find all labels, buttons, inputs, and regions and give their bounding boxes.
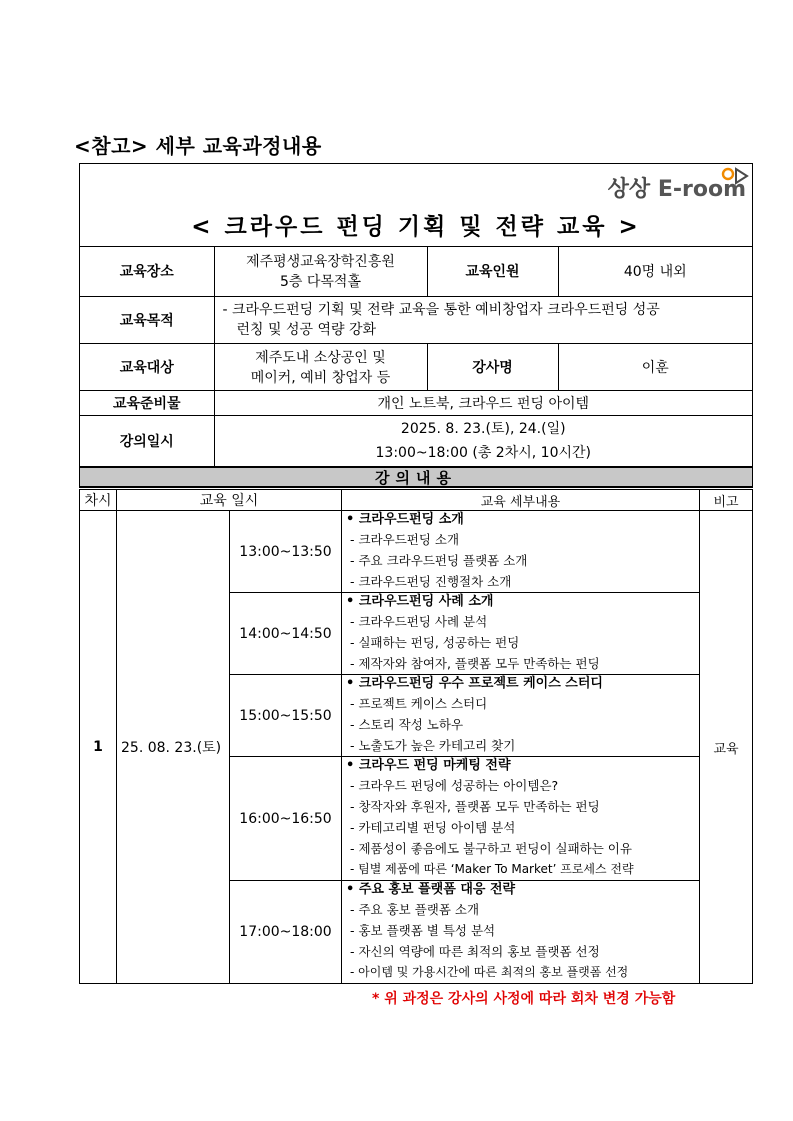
time-slot-3: 15:00~15:50 xyxy=(230,675,342,757)
schedule-change-footnote: * 위 과정은 강사의 사정에 따라 회차 변경 가능함 xyxy=(372,991,676,1007)
item-4-4: - 제품성이 좋음에도 불구하고 펀딩이 실패하는 이유 xyxy=(350,841,632,856)
topic-4: • 크라우드 펀딩 마케팅 전략 xyxy=(346,758,511,773)
headcount-value: 40명 내외 xyxy=(558,247,752,296)
lecture-content-banner: 강의내용 xyxy=(80,467,752,487)
item-1-2: - 주요 크라우드펀딩 플랫폼 소개 xyxy=(350,553,528,568)
title-area xyxy=(80,164,752,247)
headcount-label: 교육인원 xyxy=(427,247,558,296)
instructor-value: 이훈 xyxy=(558,343,752,390)
target-line1: 제주도내 소상공인 및 xyxy=(255,349,386,366)
prep-value: 개인 노트북, 크라우드 펀딩 아이템 xyxy=(214,390,752,415)
date-line2: 13:00~18:00 (총 2차시, 10시간) xyxy=(375,444,591,461)
schedule-table xyxy=(79,489,753,984)
item-3-2: - 스토리 작성 노하우 xyxy=(350,717,464,732)
target-value xyxy=(214,343,427,390)
date-line1: 2025. 8. 23.(토), 24.(일) xyxy=(400,420,566,437)
col-datetime-header: 교육 일시 xyxy=(117,490,342,511)
item-2-2: - 실패하는 펀딩, 성공하는 펀딩 xyxy=(350,635,520,650)
col-note-header: 비고 xyxy=(700,490,753,511)
item-1-1: - 크라우드펀딩 소개 xyxy=(350,532,460,547)
place-line2: 5층 다목적홀 xyxy=(280,274,361,291)
detail-block-4 xyxy=(342,757,700,881)
section-heading: <참고> 세부 교육과정내용 xyxy=(74,134,322,158)
note-cell: 교육 xyxy=(700,511,753,984)
item-1-3: - 크라우드펀딩 진행절차 소개 xyxy=(350,574,512,589)
col-detail-header: 교육 세부내용 xyxy=(342,490,700,511)
time-slot-4: 16:00~16:50 xyxy=(230,757,342,881)
detail-block-2 xyxy=(342,593,700,675)
session-number: 1 xyxy=(80,511,117,984)
purpose-value xyxy=(214,296,752,343)
item-5-4: - 아이템 및 가용시간에 따른 최적의 홍보 플랫폼 선정 xyxy=(350,965,629,979)
logo-text-sangsang: 상상 xyxy=(607,177,651,202)
item-5-2: - 홍보 플랫폼 별 특성 분석 xyxy=(350,923,496,938)
item-3-1: - 프로젝트 케이스 스터디 xyxy=(350,696,488,711)
date-value xyxy=(214,415,752,466)
detail-block-3 xyxy=(342,675,700,757)
purpose-label: 교육목적 xyxy=(80,296,214,343)
col-session-header: 차시 xyxy=(80,490,117,511)
logo-text-eroom: E-room xyxy=(657,177,746,202)
date-label: 강의일시 xyxy=(80,415,214,466)
item-2-3: - 제작자와 참여자, 플랫폼 모두 만족하는 펀딩 xyxy=(350,656,600,671)
place-line1: 제주평생교육장학진흥원 xyxy=(246,254,395,271)
topic-3: • 크라우드펀딩 우수 프로젝트 케이스 스터디 xyxy=(346,676,603,691)
item-5-1: - 주요 홍보 플랫폼 소개 xyxy=(350,902,480,917)
prep-label: 교육준비물 xyxy=(80,390,214,415)
item-4-5: - 팀별 제품에 따른 ‘Maker To Market’ 프로세스 전략 xyxy=(350,862,634,876)
place-label: 교육장소 xyxy=(80,247,214,296)
place-value xyxy=(214,247,427,296)
time-slot-1: 13:00~13:50 xyxy=(230,511,342,593)
time-slot-2: 14:00~14:50 xyxy=(230,593,342,675)
purpose-line2: 런칭 및 성공 역량 강화 xyxy=(236,321,377,338)
target-line2: 메이커, 예비 창업자 등 xyxy=(250,369,391,386)
item-5-3: - 자신의 역량에 따른 최적의 홍보 플랫폼 선정 xyxy=(350,944,600,959)
item-3-3: - 노출도가 높은 카테고리 찾기 xyxy=(350,738,516,753)
main-title: < 크라우드 펀딩 기획 및 전략 교육 > xyxy=(191,214,641,240)
detail-block-1 xyxy=(342,511,700,593)
target-label: 교육대상 xyxy=(80,343,214,390)
time-slot-5: 17:00~18:00 xyxy=(230,881,342,984)
topic-5: • 주요 홍보 플랫폼 대응 전략 xyxy=(346,882,516,897)
item-4-2: - 창작자와 후원자, 플랫폼 모두 만족하는 펀딩 xyxy=(350,799,600,814)
course-frame xyxy=(79,163,753,488)
session-date: 25. 08. 23.(토) xyxy=(117,511,230,984)
item-2-1: - 크라우드펀딩 사례 분석 xyxy=(350,614,488,629)
topic-2: • 크라우드펀딩 사례 소개 xyxy=(346,594,494,609)
info-table xyxy=(80,247,752,467)
purpose-line1: - 크라우드펀딩 기획 및 전략 교육을 통한 예비창업자 크라우드펀딩 성공 xyxy=(222,301,660,318)
item-4-3: - 카테고리별 펀딩 아이템 분석 xyxy=(350,820,516,835)
play-circle-icon xyxy=(720,166,750,188)
item-4-1: - 크라우드 펀딩에 성공하는 아이템은? xyxy=(350,778,559,793)
topic-1: • 크라우드펀딩 소개 xyxy=(346,512,464,527)
detail-block-5 xyxy=(342,881,700,984)
instructor-label: 강사명 xyxy=(427,343,558,390)
